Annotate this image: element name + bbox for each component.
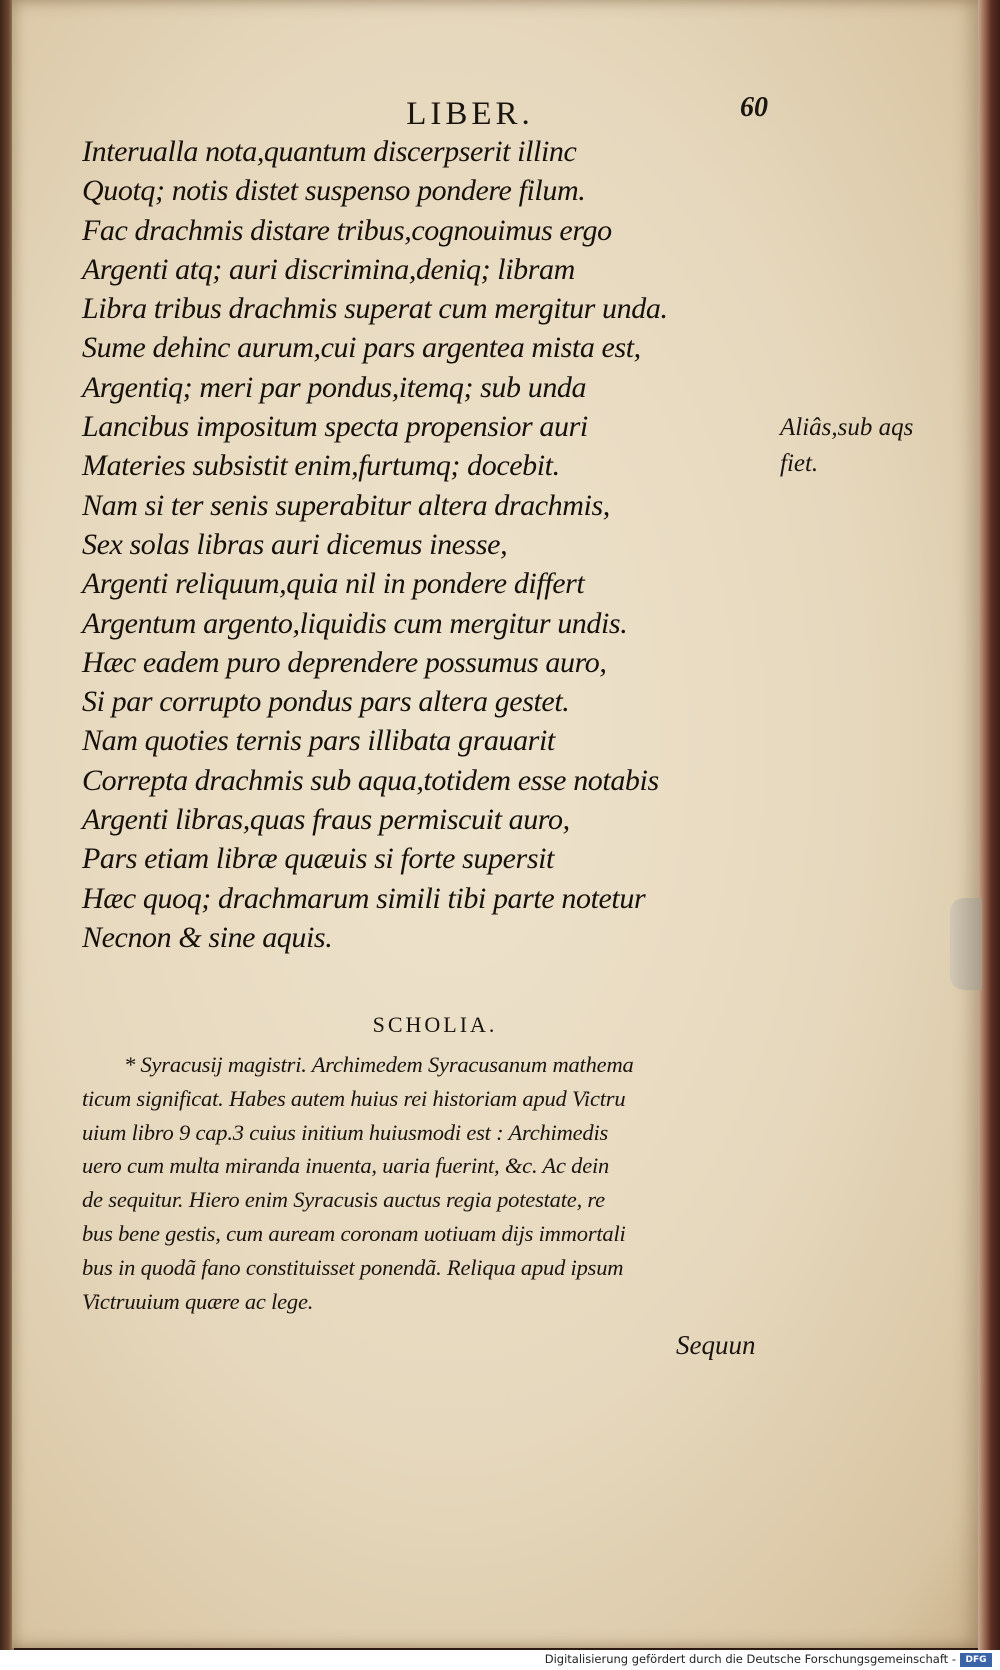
verse-line: Argenti reliquum,quia nil in pondere differt [82,567,585,601]
running-head: LIBER. [406,96,534,132]
scholia-line: de sequitur. Hiero enim Syracusis auctus regia potestate, re [82,1187,605,1213]
scholia-line: uero cum multa miranda inuenta, uaria fuerint, &c. Ac dein [82,1153,610,1179]
marginal-note-line: Aliâs,sub aqs [780,414,914,441]
scholia-heading: SCHOLIA. [372,1012,498,1037]
verse-line: Argentiq; meri par pondus,itemq; sub unda [82,370,587,404]
verse-line: Quotq; notis distet suspenso pondere filum. [82,174,586,208]
verse-line: Interualla nota,quantum discerpserit illinc [82,135,577,168]
scholia-line: ticum significat. Habes autem huius rei historiam apud Victru [82,1085,626,1111]
verse-line: Si par corrupto pondus pars altera gestet. [82,685,570,719]
folio-number: 60 [740,92,768,123]
marginal-note-line: fiet. [780,450,819,477]
verse-line: Materies subsistit enim,furtumq; docebit. [82,449,560,483]
verse-line: Nam si ter senis superabitur altera drachmis, [82,488,610,522]
verse-line: Argenti atq; auri discrimina,deniq; libram [82,252,575,286]
verse-line: Pars etiam libræ quæuis si forte supersit [82,842,554,876]
verse-line: Libra tribus drachmis superat cum mergitur unda. [82,292,668,326]
scholia-line: bus in quodã fano constituisset ponendã. Reliqua apud ipsum [82,1254,624,1280]
scholia-line: bus bene gestis, cum auream coronam uotiuam dijs immortali [82,1220,626,1246]
verse-line: Nam quoties ternis pars illibata grauarit [82,724,555,758]
verse-line: Sume dehinc aurum,cui pars argentea mista est, [82,331,641,365]
verse-line: Argentum argento,liquidis cum mergitur undis. [82,606,628,640]
verse-line: Lancibus impositum specta propensior auri [82,410,588,444]
verse-line: Sex solas libras auri dicemus inesse, [82,527,508,561]
verse-line: Correpta drachmis sub aqua,totidem esse notabis [82,763,659,797]
verse-line: Fac drachmis distare tribus,cognouimus ergo [82,213,612,247]
dfg-logo: DFG [960,1653,992,1667]
verse-line: Argenti libras,quas fraus permiscuit auro, [82,803,570,837]
scholia-line: uium libro 9 cap.3 cuius initium huiusmodi est : Archimedis [82,1119,609,1145]
page-clip-tab [950,898,982,990]
verse-line: Necnon & sine aquis. [82,920,333,954]
book-cover-right-edge [978,0,1000,1650]
scholia-block [82,1048,762,1318]
scholia-line: * Syracusij magistri. Archimedem Syracusanum mathema [124,1052,634,1077]
catchword: Sequun [676,1330,756,1360]
scholia-line: Victruuium quære ac lege. [82,1288,314,1314]
verse-line: Hæc eadem puro deprendere possumus auro, [82,645,607,679]
verse-block [82,132,742,957]
digitization-credit: Digitalisierung gefördert durch die Deutsche Forschungsgemeinschaft - [544,1652,956,1666]
verse-line: Hæc quoq; drachmarum simili tibi parte notetur [82,881,646,915]
marginal-note [780,410,930,482]
